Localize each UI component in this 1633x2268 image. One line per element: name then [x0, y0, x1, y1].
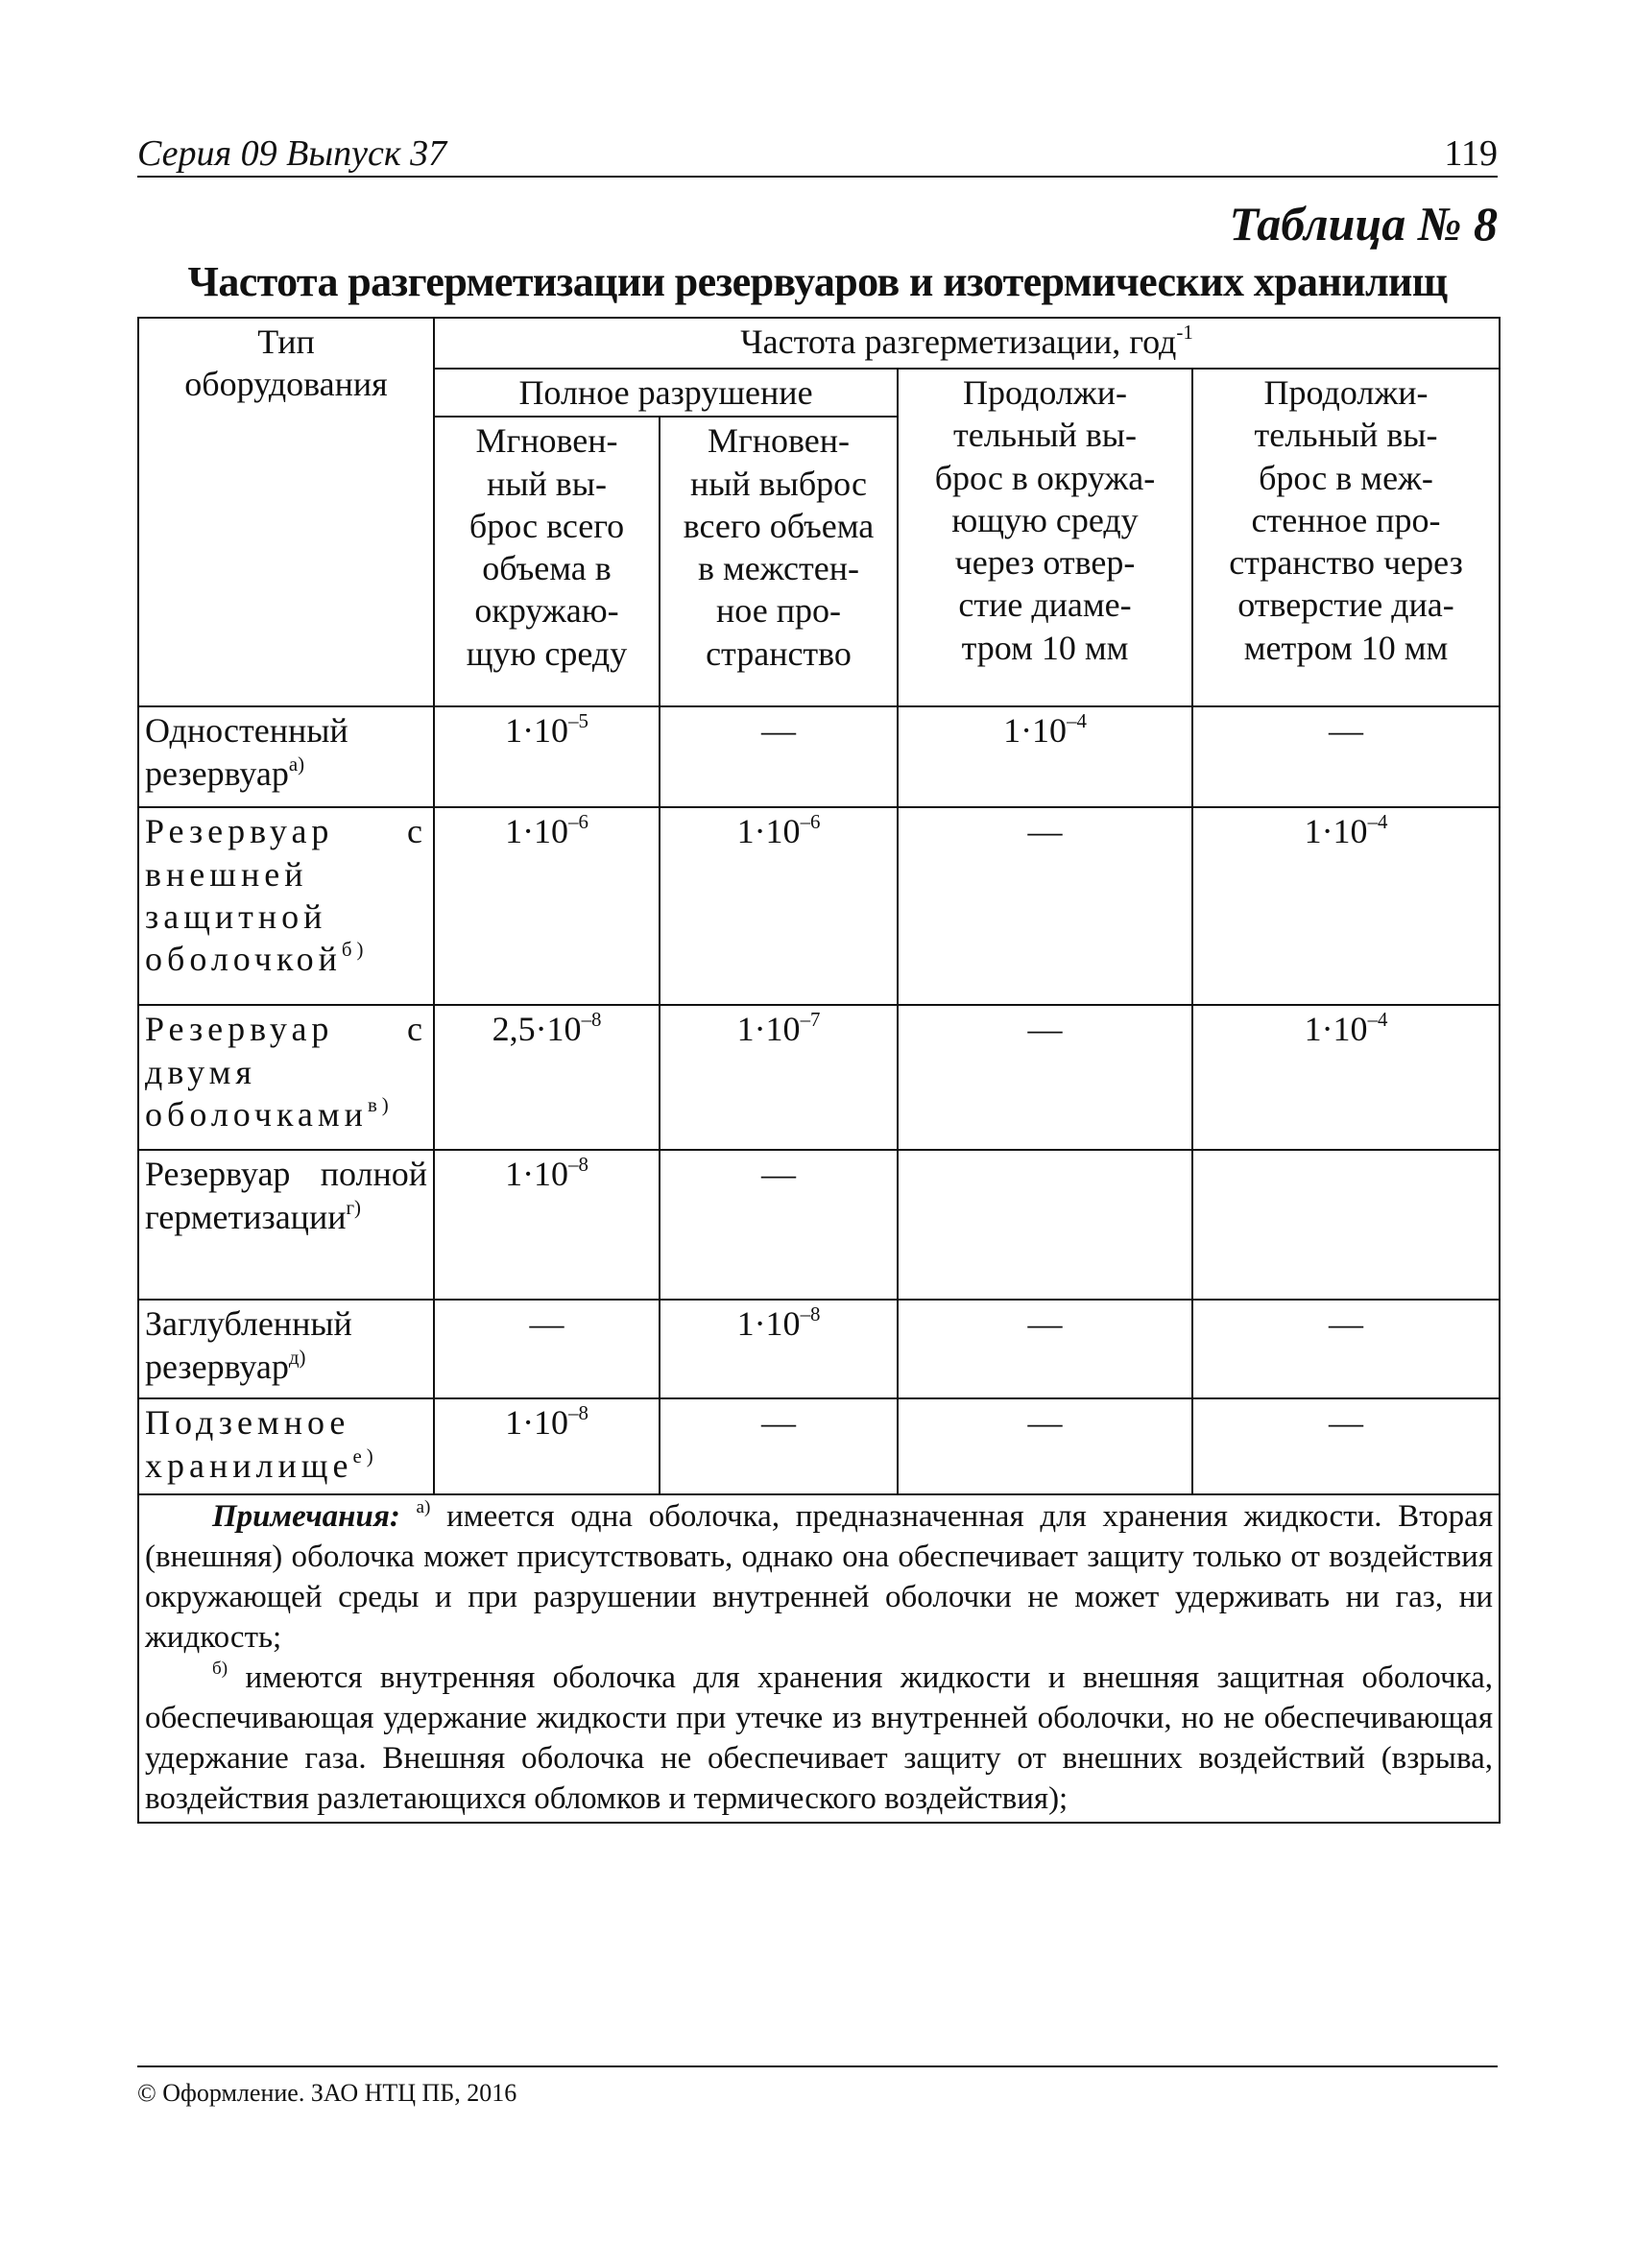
value-cell — [898, 1150, 1192, 1300]
equipment-type-cell: Подземное хранилище$^{е)}$ — [138, 1398, 434, 1494]
table-row — [138, 1005, 1500, 1150]
value-cell: $2,5\cdot 10^{-8}$ — [434, 1005, 660, 1150]
notes-cell — [138, 1494, 1500, 1822]
table-row — [138, 1150, 1500, 1300]
value-cell: $1\cdot 10^{-4}$ — [1192, 807, 1500, 1005]
header-col2: Мгновен- ный выброс всего объема в межстен- ное про- странство — [660, 417, 898, 706]
notes-row — [138, 1494, 1500, 1822]
value-cell: $1\cdot 10^{-7}$ — [660, 1005, 898, 1150]
value-cell: — — [898, 807, 1192, 1005]
table-title: Частота разгерметизации резервуаров и изотермических хранилищ — [187, 258, 1448, 305]
page-number: 119 — [1444, 133, 1498, 174]
header-equipment-type: Тип оборудования — [138, 318, 434, 706]
value-cell: — — [434, 1300, 660, 1398]
header-col1: Мгновен- ный вы- брос всего объема в окружаю- щую среду — [434, 417, 660, 706]
equipment-type-cell: Заглубленный резервуар$^{д)}$ — [138, 1300, 434, 1398]
value-cell: $1\cdot 10^{-8}$ — [434, 1398, 660, 1494]
header-frequency: Частота разгерметизации, год$^{-1}$ — [434, 318, 1500, 369]
value-cell: — — [1192, 706, 1500, 807]
value-cell: $1\cdot 10^{-5}$ — [434, 706, 660, 807]
value-cell: — — [898, 1005, 1192, 1150]
value-cell: — — [660, 1398, 898, 1494]
value-cell: $1\cdot 10^{-4}$ — [898, 706, 1192, 807]
header-full-destruction: Полное разрушение — [434, 369, 898, 417]
series-label: Серия 09 Выпуск 37 — [137, 133, 447, 174]
value-cell: — — [1192, 1398, 1500, 1494]
table-row — [138, 706, 1500, 807]
value-cell: $1\cdot 10^{-8}$ — [434, 1150, 660, 1300]
equipment-type-cell: Резервуар полной герметизации$^{г)}$ — [138, 1150, 434, 1300]
value-cell: $1\cdot 10^{-4}$ — [1192, 1005, 1500, 1150]
table-row — [138, 1300, 1500, 1398]
table-number: Таблица № 8 — [1229, 197, 1498, 251]
table-row — [138, 1398, 1500, 1494]
value-cell — [1192, 1150, 1500, 1300]
header-col4: Продолжи- тельный вы- брос в меж- стенное про- странство через отверстие диа- метром 10 мм — [1192, 369, 1500, 706]
table-row — [138, 807, 1500, 1005]
value-cell: $1\cdot 10^{-8}$ — [660, 1300, 898, 1398]
frequency-table — [137, 317, 1501, 1824]
value-cell: — — [898, 1300, 1192, 1398]
footer-copyright: © Оформление. ЗАО НТЦ ПБ, 2016 — [137, 2079, 517, 2107]
notes-label: Примечания: — [212, 1499, 400, 1535]
header-rule — [137, 176, 1498, 178]
value-cell: — — [660, 706, 898, 807]
value-cell: — — [660, 1150, 898, 1300]
value-cell: $1\cdot 10^{-6}$ — [434, 807, 660, 1005]
equipment-type-cell: Резервуар с внешней защитной оболочкой$^{б)}$ — [138, 807, 434, 1005]
footer-rule — [137, 2065, 1498, 2067]
header-col3: Продолжи- тельный вы- брос в окружа- ющую среду через отвер- стие диаме- тром 10 мм — [898, 369, 1192, 706]
equipment-type-cell: Одностенный резервуар$^{а)}$ — [138, 706, 434, 807]
page-header — [137, 127, 1498, 179]
value-cell: — — [1192, 1300, 1500, 1398]
value-cell: — — [898, 1398, 1192, 1494]
equipment-type-cell: Резервуар с двумя оболочками$^{в)}$ — [138, 1005, 434, 1150]
note-item: $^{б)}$ имеются внутренняя оболочка для хранения жидкости и внешняя защитная оболочка, обеспечивающая удержание жидкости при утечке из внутренней оболочки, но не обеспечивающая удержание газа. Внешняя оболочка не обеспечивает защиту от внешних воздействий (взрыва, воздействия разлетающихся обломков и термического воздействия); — [145, 1659, 1494, 1816]
value-cell: $1\cdot 10^{-6}$ — [660, 807, 898, 1005]
note-item: Примечания: $^{а)}$ имеется одна оболочка, предназначенная для хранения жидкости. Вторая (внешняя) оболочка может присутствовать, однако она обеспечивает защиту только от воздействия окружающей среды и при разрушении внутренней оболочки не может удерживать ни газ, ни жидкость; — [145, 1497, 1494, 1655]
